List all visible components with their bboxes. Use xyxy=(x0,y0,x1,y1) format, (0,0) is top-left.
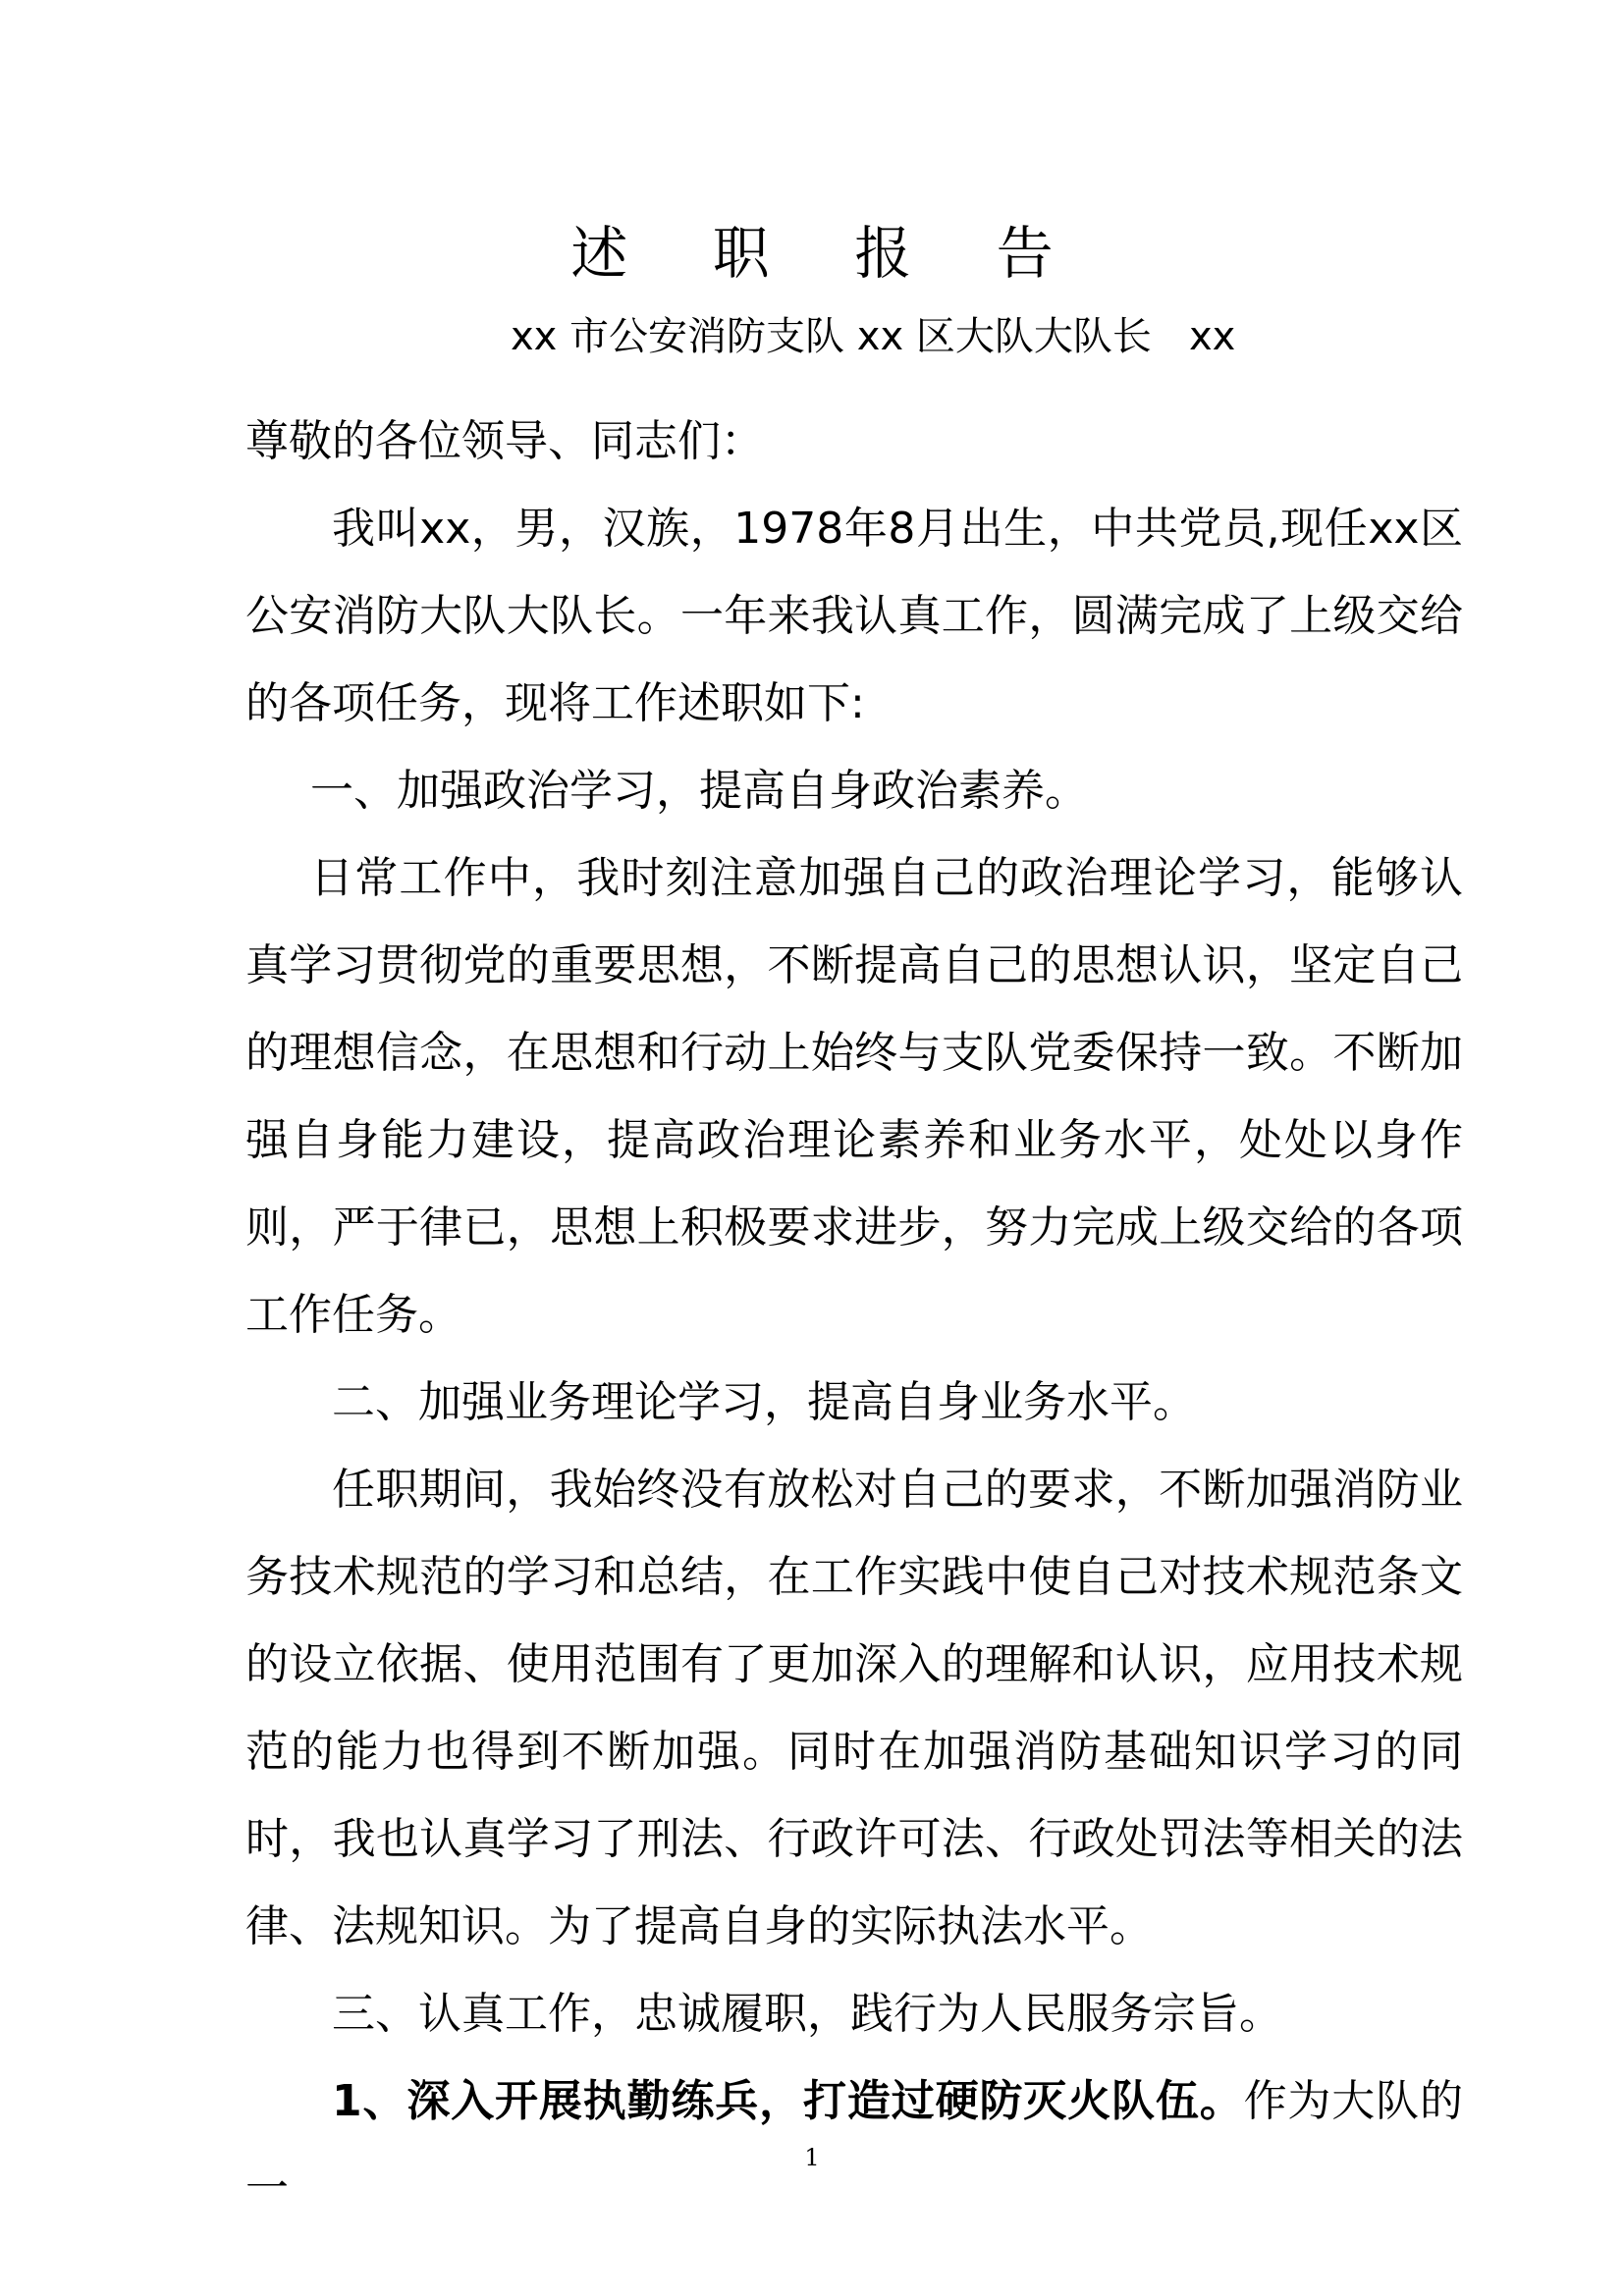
document-body xyxy=(245,398,1463,2232)
item-1-bold-lead: 1、深入开展执勤练兵，打造过硬防灭火队伍。 xyxy=(332,2076,1244,2126)
section-2-heading: 二、加强业务理论学习，提高自身业务水平。 xyxy=(332,1377,1196,1427)
intro-paragraph: 我叫xx，男，汉族，1978年8月出生，中共党员,现任xx区公安消防大队大队长。一年来我认真工作，圆满完成了上级交给的各项任务，现将工作述职如下: xyxy=(245,504,1463,728)
page-number: 1 xyxy=(804,2144,820,2171)
section-2-paragraph: 任职期间，我始终没有放松对自己的要求，不断加强消防业务技术规范的学习和总结，在工作实践中使自己对技术规范条文的设立依据、使用范围有了更加深入的理解和认识，应用技术规范的能力也得到不断加强。同时在加强消防基础知识学习的同时，我也认真学习了刑法、行政许可法、行政处罚法等相关的法律、法规知识。为了提高自身的实际执法水平。 xyxy=(245,1465,1463,1951)
salutation: 尊敬的各位领导、同志们： xyxy=(245,416,764,466)
item-1-text: 作为大队的一 xyxy=(245,2076,1463,2214)
section-3-heading: 三、认真工作，忠诚履职，践行为人民服务宗旨。 xyxy=(332,1989,1282,2039)
document-title: 述 职 报 告 xyxy=(570,220,1087,287)
section-1-heading: 一、加强政治学习，提高自身政治素养。 xyxy=(310,766,1088,816)
section-1-paragraph: 日常工作中，我时刻注意加强自己的政治理论学习，能够认真学习贯彻党的重要思想，不断提高自己的思想认识，坚定自己的理想信念，在思想和行动上始终与支队党委保持一致。不断加强自身能力建设，提高政治理论素养和业务水平，处处以身作则，严于律已，思想上积极要求进步，努力完成上级交给的各项工作任务。 xyxy=(245,853,1463,1340)
document-subtitle: xx 市公安消防支队 xx 区大队大队长 xx xyxy=(511,314,1236,359)
